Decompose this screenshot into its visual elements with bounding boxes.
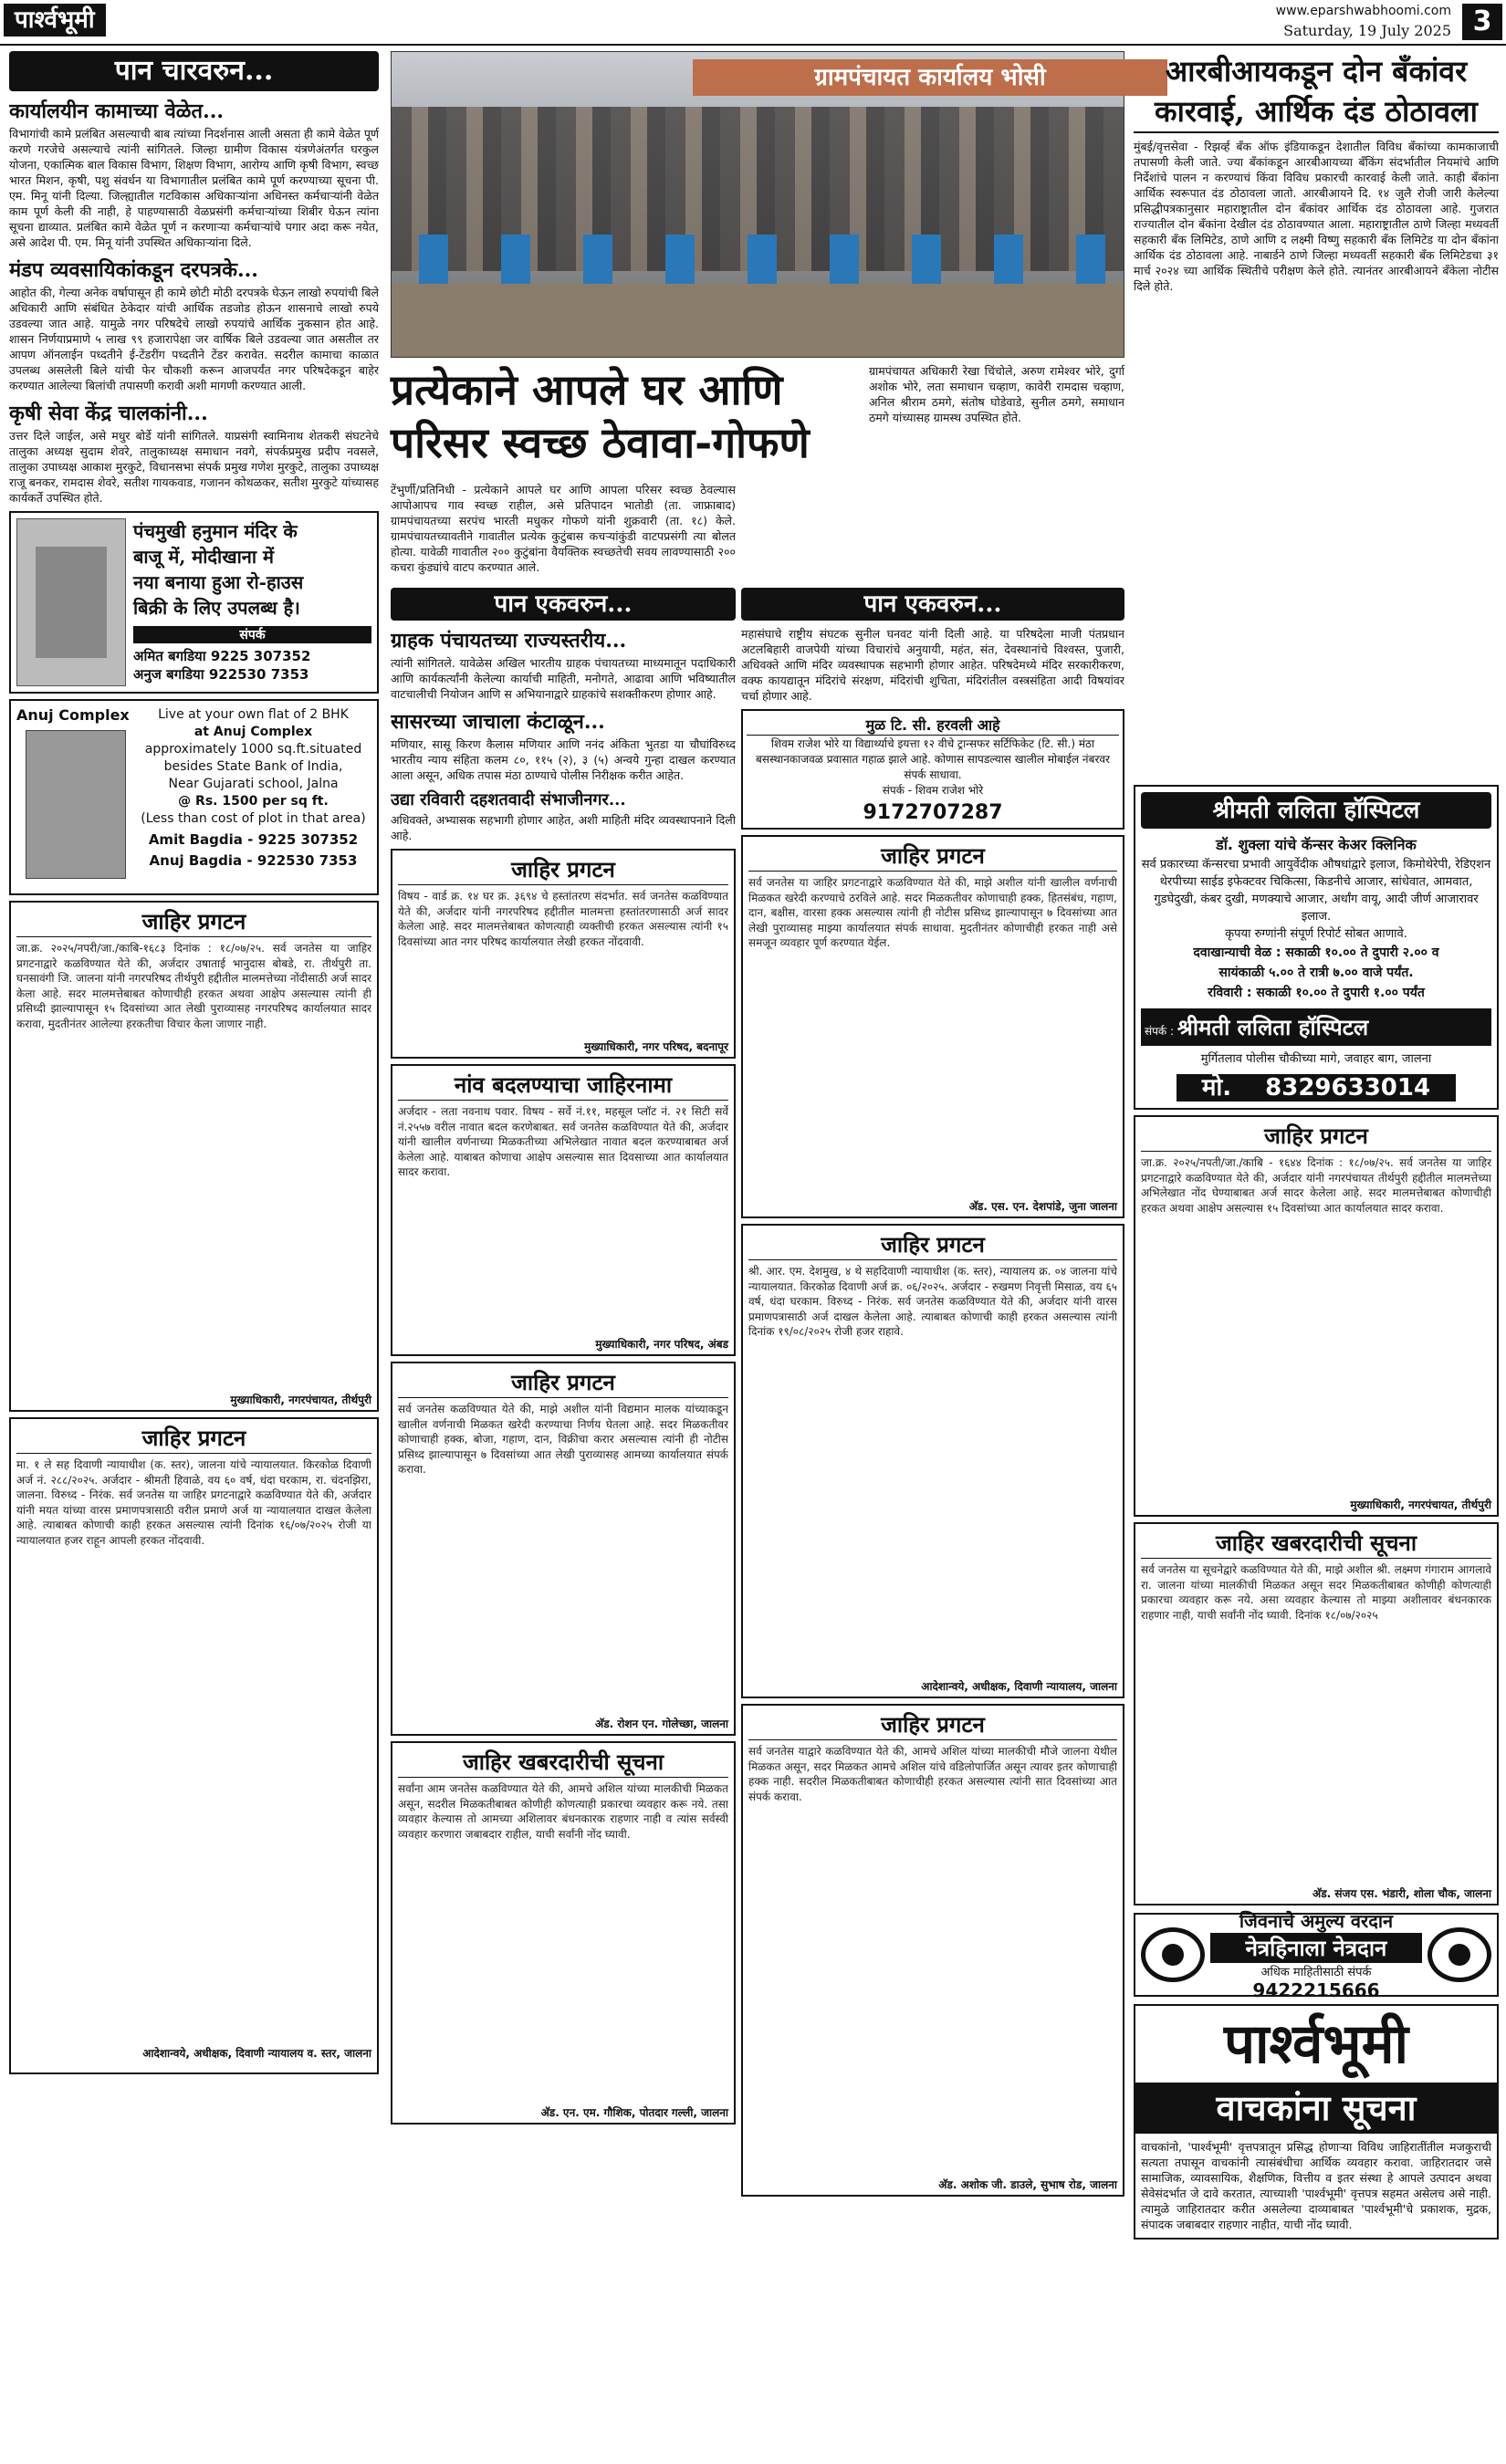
story-heading: ग्राहक पंचायतच्या राज्यस्तरीय... <box>391 629 627 653</box>
public-notice <box>391 849 736 1059</box>
court-notice <box>741 1224 1124 1698</box>
story-body: उत्तर दिले जाईल, असे मधुर बोर्डे यांनी सांगितले. याप्रसंगी स्वामिनाथ शेतकरी संघटनेचे तालुका अध्यक्ष सुदाम शेवरे, तालुकाध्यक्ष समाधान नवगे, संपर्कप्रमुख प्रदीप नवसले, तालुका उपाध्यक्ष आकाश मुरकुटे, विधानसभा संपर्क प्रमुख गणेश मुरकुटे, तालुका उपाध्यक्ष राजू बनकर, रामदास शेवरे, सतीश गायकवाड, गजानन कोथळकर, सतीश मुरकुटे यांच्यासह कार्यकर्ते उपस्थित होते. <box>9 429 379 505</box>
anuj-complex-ad <box>9 699 379 895</box>
notice-title: जाहिर प्रगटन <box>748 840 1117 872</box>
public-notice <box>741 835 1124 1218</box>
lead-story-body: ग्रामपंचायत अधिकारी रेखा चिंचोले, अरुण रामेश्वर भोरे, दुर्गा अशोक भोरे, लता समाधान चव्हाण, कावेरी रामदास चव्हाण, अनिल श्रीराम ठमगे, संतोष घोडेवाडे, सुनील ठमगे, समाधान ठमगे यांच्यासह ग्रामस्थ उपस्थित होते. <box>869 364 1124 424</box>
notice-signatory: अ‍ॅड. संजय एस. भंडारी, शोला चौक, जालना <box>1313 1887 1491 1900</box>
continued-banner: पान एकवरुन... <box>741 588 1124 621</box>
notice-body: विषय - वार्ड क्र. १४ घर क्र. ३६९४ चे हस्तांतरण संदर्भात. सर्व जनतेस कळविण्यात येते की, अर्जदार यांनी नगरपरिषद हद्दीतील मालमत्ता हस्तांतरणासाठी अर्ज सादर केलेला आहे. सदर मालमत्तेबाबत कोणत्याही व्यक्तीची हरकत असल्यास त्यांनी १५ दिवसांच्या आत नगर परिषद कार्यालयात लेखी हरकत नोंदवावी. <box>398 890 728 948</box>
story-body: मुंबई/वृत्तसेवा - रिझर्व्ह बँक ऑफ इंडियाकडून देशातील विविध बँकांच्या कामकाजाची तपासणी केली जाते. ज्या बँकांकडून आरबीआयच्या बँकिंग संदर्भातील नियमांचे आणि निर्देशांचे पालन न करण्याचं किंवा विविध प्रकारची कारवाई केली जाते. काही बँकांना आर्थिक स्वरूपात दंड ठोठावला जातो. आरबीआयने दि. १४ जुलै रोजी जारी केलेल्या प्रसिद्धीपत्रकानुसार महाराष्ट्रातील दोन बँकांवर आर्थिक दंड ठोठावला आहे. गुजरात राज्यातील दोन बँकांना देखील दंड ठोठावण्यात आला. महाराष्ट्रातील ठाणे जिल्हा मध्यवर्ती सहकारी बँक लिमिटेड, ठाणे आणि द लक्ष्मी विष्णु सहकारी बँक लिमिटेड या दोन बँकांना आर्थिक दंड ठोठावला आहे. नाबार्डने ठाणे जिल्हा मध्यवर्ती सहकारी बँक लिमिटेडचा ३१ मार्च २०२४ च्या आर्थिक स्थितीचे परीक्षण केले होते. त्यानंतर आरबीआयने बँकेला नोटीस दिले होते. <box>1134 140 1499 293</box>
notice-signatory: अ‍ॅड. अशोक जी. डाउले, सुभाष रोड, जालना <box>938 2178 1117 2191</box>
notice-signatory: अ‍ॅड. एन. एम. गौशिक, पोतदार गल्ली, जालना <box>540 2106 728 2119</box>
ad-line: बाजू में, मोदीखाना में <box>133 546 274 568</box>
notice-signatory: मुख्याधिकारी, नगर परिषद, बदनापूर <box>584 1040 728 1053</box>
ad-line: Near Gujarati school, Jalna <box>168 777 339 791</box>
lead-headline: प्रत्येकाने आपले घर आणि परिसर स्वच्छ ठेवावा-गोफणे <box>391 365 810 467</box>
notice-title: जाहिर प्रगटन <box>748 1229 1117 1260</box>
ad-body: शिवम राजेश भोरे या विद्यार्थ्याचे इयत्ता १२ वीचे ट्रान्सफर सर्टिफिकेट (टि. सी.) मंठा बसस्थानकाजवळ प्रवासात गहाळ झाले आहे. कोणास सापडल्यास खालील मोबाईल नंबरवर संपर्क साधावा. <box>756 737 1110 781</box>
public-notice <box>391 1362 736 1736</box>
story-headline: आरबीआयकडून दोन बँकांवर कारवाई, आर्थिक दंड ठोठावला <box>1134 51 1499 133</box>
issue-date: Saturday, 19 July 2025 <box>1283 22 1451 39</box>
notice-signatory: मुख्याधिकारी, नगर परिषद, अंबड <box>595 1338 728 1351</box>
notice-title: जाहिर खबरदारीची सूचना <box>398 1747 728 1778</box>
notice-signatory: मुख्याधिकारी, नगरपंचायत, तीर्थपुरी <box>1350 1498 1491 1511</box>
phone-label: मो. <box>1189 1074 1244 1101</box>
notice-title: जाहिर प्रगटन <box>1141 1121 1491 1152</box>
notice-title: जाहिर खबरदारीची सूचना <box>1141 1528 1491 1559</box>
ad-line: नेत्रहिनाला नेत्रदान <box>1210 1933 1422 1963</box>
contact-number: 9422215666 <box>1252 1979 1380 2001</box>
lead-story-photo-area <box>391 51 1124 358</box>
contact-label: संपर्क : <box>1145 1025 1175 1038</box>
notice-body: सर्व जनतेस कळविण्यात येते की, माझे अशील यांनी विद्यमान मालक यांच्याकडून खालील वर्णनाची मिळकत खरेदी करण्याचा निर्णय घेतला आहे. सदर मिळकतीवर कोणाचाही हक्क, बोजा, गहाण, दान, विक्रीचा करार असल्यास त्यांनी ही नोटीस प्रसिध्द झाल्यापासून ७ दिवसांच्या आत लेखी पुराव्यासह आमच्या कार्यालयात संपर्क करावा. <box>398 1403 728 1476</box>
notice-body: मा. १ ले सह दिवाणी न्यायाधीश (क. स्तर), जालना यांचे न्यायालयात. किरकोळ दिवाणी अर्ज नं. २८८/२०२५. अर्जदार - श्रीमती हिवाळे, वय ६० वर्ष, धंदा घरकाम, रा. चंदनझिरा, जालना. विरुध्द - निरंक. सर्व जनतेस या जाहिर प्रगटनाद्वारे कळविण्यात येते की, अर्जदार यांनी मयत यांच्या वारस प्रमाणपत्रासाठी वरील प्रमाणे अर्ज या न्यायालयात दाखल केलेला आहे. त्याबाबत कोणाची काही हरकत असल्यास त्यांनी दिनांक १६/०७/२०२५ रोजी या न्यायालयात हजर राहून आपली हरकत नोंदवावी. <box>16 1458 371 1547</box>
lead-story-body: टेंभुर्णी/प्रतिनिधी - प्रत्येकाने आपले घर आणि आपला परिसर स्वच्छ ठेवल्यास आपोआपच गाव स्वच्छ राहील, असे प्रतिपादन भातोडी (ता. जाफ्राबाद) ग्रामपंचायतच्या सरपंच भारती मधुकर गोफणे यांनी शुक्रवारी (ता. १८) केले. ग्रामपंचायतच्यावतीने गावातील प्रत्येक कुटुंबास कचऱ्यांकुंडी वाटपप्रसंगी त्या बोलत होत्या. यावेळी गावातील २०० कुटुंबांना वैयक्तिक स्वच्छतेची सवय लावण्यासाठी २०० कचरा कुंड्यांचे वाटप करण्यात आले. <box>391 483 736 574</box>
notice-title: जाहिर प्रगटन <box>398 854 728 885</box>
contact-number: अमित बगडिया 9225 307352 <box>133 648 311 664</box>
ad-line: नया बनाया हुआ रो-हाउस <box>133 571 304 593</box>
rowhouse-sale-ad <box>9 511 379 694</box>
continued-banner: पान चारवरुन... <box>9 51 379 91</box>
building-sign: ग्रामपंचायत कार्यालय भोसी <box>693 59 1167 96</box>
eye-icon <box>1428 1927 1491 1982</box>
notice-signatory: आदेशान्वये, अधीक्षक, दिवाणी न्यायालय, जालना <box>921 1680 1117 1693</box>
notice-body: जा.क्र. २०२५/नपरी/जा./काबि-१६८३ दिनांक : १८/०७/२५. सर्व जनतेस या जाहिर प्रगटनाद्वारे कळविण्यात येते की, अर्जदार उषाताई भानुदास बोबडे, रा. तीर्थपुरी ता. घनसावंगी जि. जालना यांनी नगरपरिषद तीर्थपुरी हद्दीतील मालमत्तेच्या नोंदीसाठी अर्ज सादर केला आहे. सदर मालमत्तेबाबत कोणाचीही हरकत अथवा आक्षेप असल्यास त्यांनी ही प्रसिध्दी झाल्यापासून १५ दिवसांच्या आत लेखी पुराव्यासह नगरपरिषद कार्यालयात सादर करावा, मुदतीनंतर आलेल्या हरकतीचा विचार केला जाणार नाही. <box>16 942 371 1030</box>
eye-donation-ad <box>1134 1910 1499 2001</box>
rowhouse-photo <box>16 518 126 686</box>
timing-line: रविवारी : सकाळी १०.०० ते दुपारी १.०० पर्यंत <box>1208 986 1425 1000</box>
notice-signatory: आदेशान्वये, अधीक्षक, दिवाणी न्यायालय व. स्तर, जालना <box>142 2047 371 2060</box>
contact-label: संपर्क <box>133 626 371 643</box>
timing-line: सायंकाळी ५.०० ते रात्री ७.०० वाजे पर्यंत. <box>1218 966 1414 980</box>
contact-label: संपर्क - शिवम राजेश भोरे <box>882 784 984 797</box>
caution-notice <box>1134 1522 1499 1905</box>
story-body: मणियार, सासू किरण कैलास मणियार आणि ननंद अंकिता भुतडा या चौघांविरुध्द भारतीय न्याय संहिता कलम ८०, ११५ (२), ३ (५) अन्वये गुन्हा दाखल करण्यात आला असून, अधिक तपास मंठा ठाण्याचे पोलीस निरीक्षक करीत आहेत. <box>391 737 736 782</box>
story-body: विभागांची कामे प्रलंबित असल्याची बाब त्यांच्या निदर्शनास आली असता ही कामे वेळेत पूर्ण करणे गरजेचे असल्याचे त्यांनी सांगितले. जिल्हा ग्रामीण विकास यंत्रणेअंतर्गत घरकुल योजना, एकात्मिक बाल विकास विभाग, शिक्षण विभाग, आरोग्य आणि कृषी विभाग, स्वच्छ भारत मिशन, कृषी, पशु संवर्धन या विभागातील प्रलंबित कामे पूर्ण करण्याच्या सूचना पी. एम. मिनू यांनी दिल्या. जिल्ह्यातील गटविकास अधिकाऱ्यांना अधिनस्त कर्मचाऱ्यांनी वेळेत काम पूर्ण केली की नाही, हे पाहण्यासाठी वेळप्रसंगी कर्मचाऱ्यांच्या शिबीर घेऊन त्यांना सूचना द्याव्यात. प्रलंबित कामे वेळेत पूर्ण न करणाऱ्या कर्मचाऱ्यांचे पगार अदा करू नयेत, असे आदेश पी. एम. मिनू यांनी उपस्थित अधिकाऱ्यांना दिले. <box>9 127 379 249</box>
masthead-logo: पार्श्वभूमी <box>4 4 106 37</box>
story-body: अधिवक्ते, अभ्यासक सहभागी होणार आहेत, अशी माहिती मंदिर व्यवस्थापनाने दिली आहे. <box>391 813 736 842</box>
ad-line: पंचमुखी हनुमान मंदिर के <box>133 520 298 542</box>
page-number: 3 <box>1462 4 1502 40</box>
notice-body: जा.क्र. २०२५/नपती/जा./काबि - १६४४ दिनांक : १८/०७/२५. सर्व जनतेस या जाहिर प्रगटनाद्वारे कळविण्यात येते की, अर्जदार यांनी नगरपंचायत तीर्थपुरी हद्दीतील मालमत्तेच्या अभिलेखात नोंद घेण्याबाबत अर्ज सादर केलेला आहे. सदर मालमत्तेबाबत कोणाचीही हरकत अथवा आक्षेप असल्यास १५ दिवसांच्या आत कार्यालयात सादर करावा. <box>1141 1156 1491 1215</box>
ad-line: (Less than cost of plot in that area) <box>141 811 366 826</box>
continued-banner: पान एकवरुन... <box>391 588 736 621</box>
ad-price: @ Rs. 1500 per sq ft. <box>178 794 329 809</box>
contact-number: 9172707287 <box>863 801 1003 824</box>
lead-story-photo <box>391 51 1124 358</box>
hospital-address: मुर्गितलाव पोलीस चौकीच्या मागे, जवाहर बाग, जालना <box>1200 1052 1432 1066</box>
phone-number: 8329633014 <box>1252 1074 1443 1101</box>
column-3 <box>741 363 1124 2459</box>
notice-title: जाहिर प्रगटन <box>748 1709 1117 1740</box>
notice-title: नांव बदलण्याचा जाहिरनामा <box>398 1070 728 1101</box>
notice-title: जाहिर प्रगटन <box>398 1367 728 1398</box>
ad-line: बिक्री के लिए उपलब्ध है। <box>133 597 300 619</box>
notice-body: अर्जदार - लता नवनाथ पवार. विषय - सर्वे नं.११, महसूल प्लॉट नं. २१ सिटी सर्वे नं.२५५७ वरील नावात बदल करणेबाबत. सर्व जनतेस कळविण्यात येते की, अर्जदार यांनी खालील वर्णनाच्या मिळकतीच्या अभिलेखात नावात बदल करण्याबाबत अर्ज केलेला आहे. याबाबत कोणाचा आक्षेप असल्यास सात दिवसाच्या आत कार्यालयात सादर करावा. <box>398 1105 728 1178</box>
notice-body: सर्व जनतेस या सूचनेद्वारे कळविण्यात येते की, माझे अशील श्री. लक्ष्मण गंगाराम आगलावे रा. जालना यांच्या मालकीची मिळकत असून सदर मिळकतीबाबत कोणीही कोणत्याही प्रकारचा व्यवहार करू नये. असा व्यवहार केल्यास तो माझ्या अशीलावर बंधनकारक राहणार नाही, याची सर्वांनी नोंद घ्यावी. दिनांक १८/०७/२०२५ <box>1141 1563 1491 1622</box>
contact-number: Anuj Bagdia - 922530 7353 <box>149 852 358 869</box>
ad-line: approximately 1000 sq.ft.situated <box>144 742 362 757</box>
story-body: त्यांनी सांगितले. यावेळेस अखिल भारतीय ग्राहक पंचायतच्या माध्यमातून पदाधिकारी आणि कार्यकर्त्यांनी केलेल्या कार्याची माहिती, मनोगते, आढावा आणि भविष्यातील वाटचालीची नियोजन आणि स अभियानाद्वारे ग्राहकांचे सशक्तीकरण होणार आहे. <box>391 656 736 701</box>
timing-line: दवाखान्याची वेळ : सकाळी १०.०० ते दुपारी २.०० व <box>1193 945 1439 960</box>
contact-number: Amit Bagdia - 9225 307352 <box>148 831 359 848</box>
notice-title: जाहिर प्रगटन <box>16 906 371 937</box>
contact-label: अधिक माहितीसाठी संपर्क <box>1260 1966 1372 1979</box>
name-change-notice <box>391 1064 736 1356</box>
hospital-footer <box>1141 1008 1491 1046</box>
building-photo <box>26 730 126 879</box>
story-heading: कार्यालयीन कामाच्या वेळेत... <box>9 99 225 123</box>
hospital-name: श्रीमती ललिता हॉस्पिटल <box>1141 792 1491 829</box>
report-note: कृपया रुग्णांनी संपूर्ण रिपोर्ट सोबत आणावे. <box>1225 927 1407 941</box>
masthead-logo: पार्श्वभूमी <box>1223 2012 1409 2076</box>
ad-title: Anuj Complex <box>16 706 130 724</box>
column-1 <box>9 51 379 2459</box>
story-heading: कृषी सेवा केंद्र चालकांनी... <box>9 402 208 425</box>
notice-body: सर्वांना आम जनतेस कळविण्यात येते की, आमचे अशिल यांच्या मालकीची मिळकत असून, सदरील मिळकतीबाबत कोणीही कोणत्याही प्रकारचा व्यवहार करू नये. तसा व्यवहार केल्यास तो आमच्या अशिलावर बंधनकारक राहणार नाही व त्यांस सर्वस्वी व्यवहार करणारा जबाबदार राहील, याची सर्वांनी नोंद घ्यावी. <box>398 1782 728 1841</box>
services-text: सर्व प्रकारच्या कॅन्सरचा प्रभावी आयुर्वेदीक औषधांद्वारे इलाज, किमोथेरेपी, रेडिएशन थेरपीच्या साईड इफेक्टवर चिकित्सा, किडनीचे आजार, सांधेवात, आमवात, गुडघेदुखी, कंबर दुखी, मणक्याचे आजार, अर्धांग वायू, आदी जीर्ण आजारावर इलाज. <box>1141 858 1491 924</box>
contact-number: अनुज बगडिया 922530 7353 <box>133 666 309 683</box>
lost-tc-ad <box>741 709 1124 830</box>
eye-icon <box>1141 1927 1205 1982</box>
story-heading: सासरच्या जाचाला कंटाळून... <box>391 710 605 734</box>
hospital-ad <box>1134 785 1499 1110</box>
notice-body: सर्व जनतेस याद्वारे कळविण्यात येते की, आमचे अशिल यांच्या मालकीची मौजे जालना येथील मिळकत असून, सदर मिळकत आमचे अशिल यांचे वडिलोपार्जित असून त्यावर इतर कोणाचाही हक्क नाही. सदरील मिळकतीबाबत कोणाचीही हरकत असल्यास त्यांनी सात दिवसांच्या आत संपर्क करावा. <box>748 1745 1117 1803</box>
column-4 <box>1134 51 1499 2459</box>
public-notice <box>9 901 379 1412</box>
ad-line: at Anuj Complex <box>193 725 313 739</box>
ad-line: besides State Bank of India, <box>163 759 343 774</box>
reader-notice-title: वाचकांना सूचना <box>1135 2083 1497 2134</box>
story-heading: मंडप व्यवसायिकांकडून दरपत्रके... <box>9 258 258 282</box>
clinic-name: डॉ. शुक्ला यांचे कॅन्सर केअर क्लिनिक <box>1216 836 1417 853</box>
notice-signatory: अ‍ॅड. रोशन एन. गोलेच्छा, जालना <box>595 1717 728 1730</box>
story-heading: उद्या रविवारी दहशतवादी संभाजीनगर... <box>391 790 626 809</box>
story-body: महासंघाचे राष्ट्रीय संघटक सुनील घनवट यांनी दिली आहे. या परिषदेला माजी पंतप्रधान अटलबिहारी वाजपेयी यांच्या विचारांचे अनुयायी, महंत, संत, देवस्थानांचे विश्वस्त, पुजारी, अधिवक्ते आणि मंदिर व्यवस्थापक सहभागी होणार आहेत. परिषदेमध्ये मंदिर सरकारीकरण, वक्फ कायद्यातून मंदिरांचे संरक्षण, मंदिरांची शुचिता, मंदिरांतील वस्त्रसंहिता आदी विषयांवर चर्चा होणार आहे. <box>741 627 1124 703</box>
ad-line: जिवनाचे अमुल्य वरदान <box>1239 1910 1394 1932</box>
notice-title: जाहिर प्रगटन <box>16 1423 371 1454</box>
public-notice <box>1134 1115 1499 1517</box>
notice-signatory: अ‍ॅड. एस. एन. देशपांडे, जुना जालना <box>968 1200 1117 1213</box>
hospital-name: श्रीमती ललिता हॉस्पिटल <box>1177 1014 1369 1040</box>
column-2 <box>391 482 736 2459</box>
public-notice <box>741 1704 1124 2197</box>
notice-body: श्री. आर. एम. देशमुख, ४ थे सहदिवाणी न्यायाधीश (क. स्तर), न्यायालय क्र. ०४ जालना यांचे न्यायालयात. किरकोळ दिवाणी अर्ज क्र. ०६/२०२५. अर्जदार - रुखमण निवृत्ती मिसाळ, वय ६५ वर्ष, धंदा घरकाम. विरुध्द - निरंक. सर्व जनतेस कळविण्यात येते की, अर्जदार यांनी वारस प्रमाणपत्रासाठी अर्ज दाखल केलेला आहे. त्याबाबत कोणाची काही हरकत असल्यास त्यांनी दिनांक १९/०८/२०२५ रोजी हजर राहावे. <box>748 1265 1117 1338</box>
ad-title: मुळ टि. सी. हरवली आहे <box>747 715 1119 736</box>
story-body: आहोत की, गेल्या अनेक वर्षापासून ही कामे छोटी मोठी दरपत्रके घेऊन लाखो रुपयांची बिले अधिकारी आणि संबंधित ठेकेदार यांची आर्थिक तडजोड होऊन शासनाचे लाखो रुपये उडवल्या जात आहे. यामुळे नगर परिषदेचे लाखो रुपयांचे आर्थिक नुकसान होत आहे. शासन निर्णयाप्रमाणे ५ लाख ९९ हजारापेक्षा जर वार्षिक बिले उडवल्या जात असतील तर आपण ऑनलाईन पध्दतीने ई-टेंडरींग पध्दतीने टेंडर करावेत. सदरील कामाचा काळात उपलब्ध असलेली बिले यांची फेर चौकशी करून आजपर्यंत नगर परिषदेकडून बाहेर करण्यात आलेल्या बिलांची तपासणी करावी अशी मागणी करण्यात आली. <box>9 286 379 392</box>
reader-notice-box <box>1134 2004 1499 2240</box>
website-url[interactable]: www.eparshwabhoomi.com <box>1275 4 1451 18</box>
public-notice <box>9 1417 379 2074</box>
page-header <box>0 0 1506 46</box>
notice-signatory: मुख्याधिकारी, नगरपंचायत, तीर्थपुरी <box>230 1394 371 1406</box>
ad-line: Live at your own flat of 2 BHK <box>158 707 349 722</box>
notice-body: सर्व जनतेस या जाहिर प्रगटनाद्वारे कळविण्यात येते की, माझे अशील यांनी खालील वर्णनाची मिळकत खरेदी करण्याचे ठरविले आहे. सदर मिळकतीवर कोणाचाही हक्क, हितसंबंध, गहाण, दान, बक्षीस, वारसा हक्क असल्यास त्यांनी ही नोटीस प्रसिध्द झाल्यापासून ७ दिवसांच्या आत लेखी पुराव्यासह माझ्या कार्यालयात संपर्क साधावा. मुदतीनंतर कोणाचीही हरकत नाही असे समजून व्यवहार पूर्ण करण्यात येईल. <box>748 876 1117 949</box>
caution-notice <box>391 1741 736 2125</box>
reader-notice-body: वाचकांनो, 'पार्श्वभूमी' वृत्तपत्रातून प्रसिद्ध होणाऱ्या विविध जाहिरातींतील मजकुराची सत्यता तपासून वाचकांनी त्यासंबंधीचा आर्थिक व्यवहार करावा. जाहिरातदार जसे सामाजिक, व्यावसायिक, शैक्षणिक, वित्तीय व इतर संस्था हे आपले उत्पादन अथवा सेवेसंदर्भात जे दावे करतात, त्याच्याशी 'पार्श्वभूमी' वृत्तपत्र सहमत असेलच असे नाही. त्यामुळे जाहिरातदार करीत असलेल्या दाव्याबाबत 'पार्श्वभूमी'चे प्रकाशक, मुद्रक, संपादक जबाबदार राहणार नाहीत, याची नोंद घ्यावी. <box>1141 2140 1491 2231</box>
